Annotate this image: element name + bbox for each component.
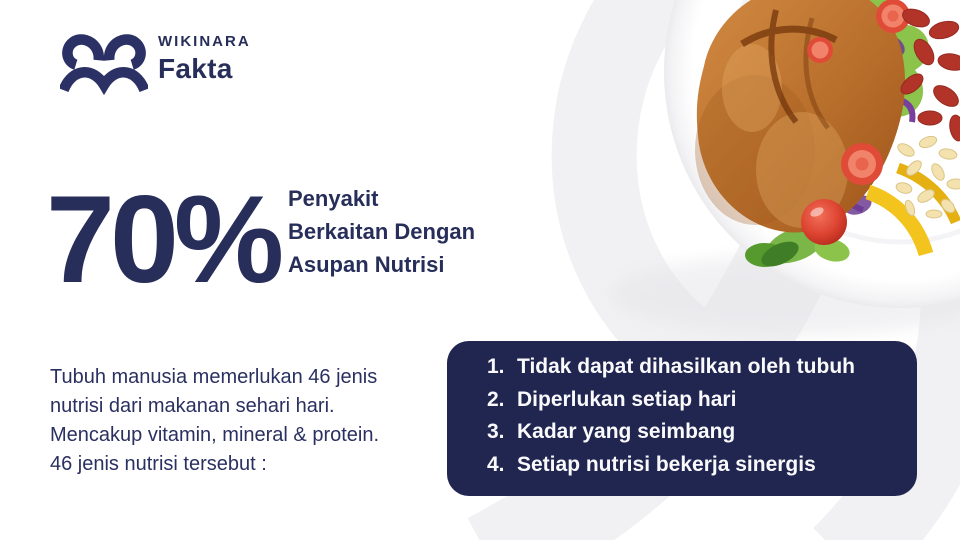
list-item — [487, 384, 897, 417]
brand-logo — [60, 28, 251, 96]
nutrition-points-card — [447, 341, 917, 496]
list-item-number: 2. — [487, 387, 505, 411]
list-item — [487, 351, 897, 384]
list-item — [487, 449, 897, 482]
list-item-number: 1. — [487, 355, 505, 378]
list-item-number: 4. — [487, 452, 505, 476]
stat-label-line: Asupan Nutrisi — [288, 252, 445, 277]
brand-subtitle: Fakta — [158, 53, 233, 84]
stat-label — [288, 182, 475, 281]
stat-value: 70% — [46, 171, 280, 309]
list-item-text: Setiap nutrisi bekerja sinergis — [517, 452, 816, 476]
stat-label-line: Berkaitan Dengan — [288, 219, 476, 244]
list-item-text: Diperlukan setiap hari — [517, 387, 737, 411]
intro-line: nutrisi dari makanan sehari hari. — [50, 395, 335, 417]
brand-name: WIKINARA — [158, 33, 251, 50]
intro-line: 46 jenis nutrisi tersebut : — [50, 453, 267, 475]
intro-line: Mencakup vitamin, mineral & protein. — [50, 424, 380, 446]
wikinara-logo-icon — [60, 28, 148, 96]
list-item — [487, 416, 897, 449]
list-item-number: 3. — [487, 420, 505, 443]
intro-line: Tubuh manusia memerlukan 46 jenis — [50, 366, 378, 388]
list-item-text: Tidak dapat dihasilkan oleh tubuh — [517, 355, 855, 378]
stat-label-line: Penyakit — [288, 186, 379, 211]
list-item-text: Kadar yang seimbang — [517, 420, 736, 443]
intro-paragraph — [50, 363, 379, 479]
